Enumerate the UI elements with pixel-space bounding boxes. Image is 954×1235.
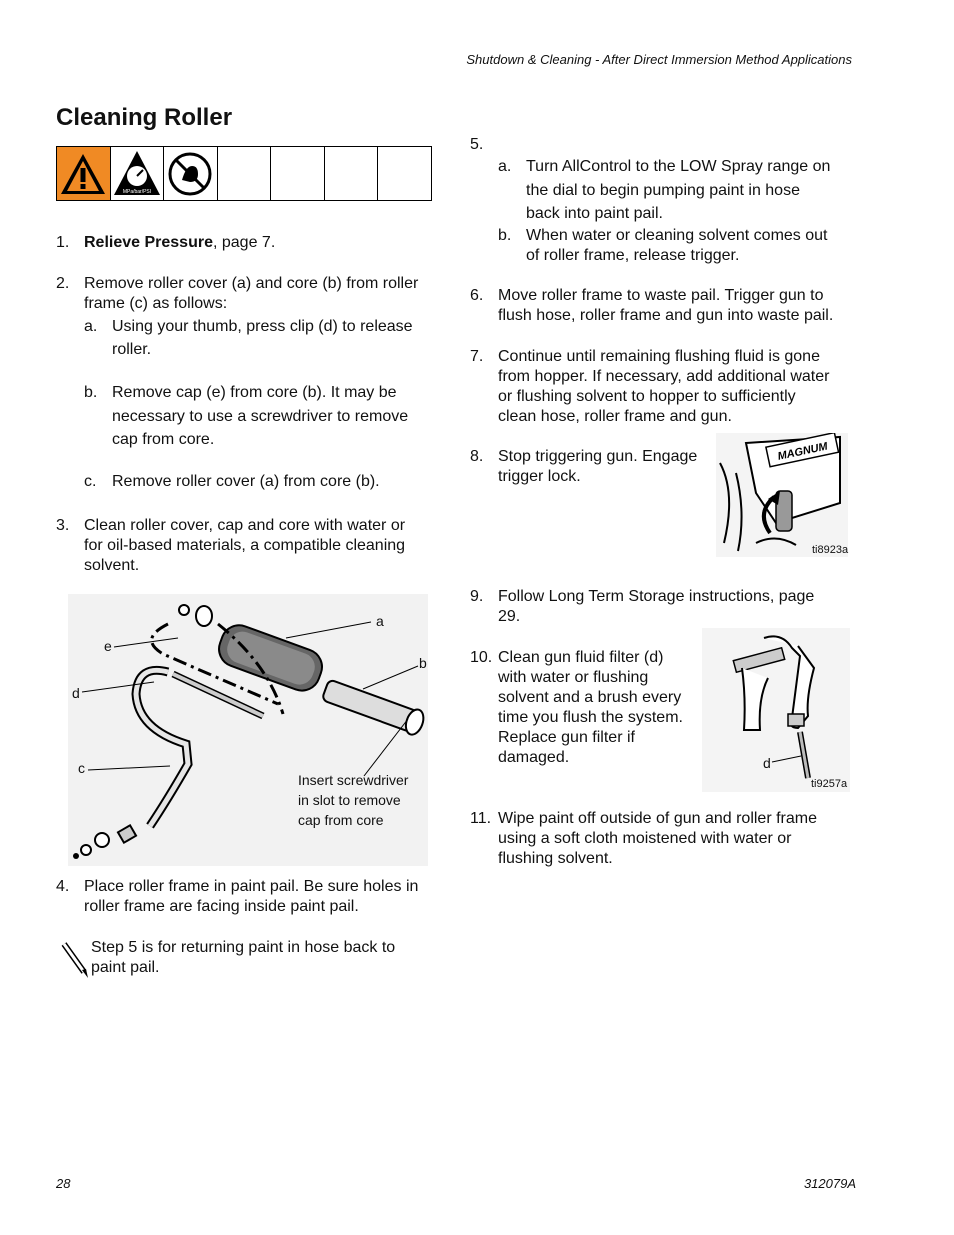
line: frame (c) as follows: bbox=[84, 295, 228, 312]
line: from hopper. If necessary, add additional water bbox=[498, 368, 830, 385]
roller-exploded-figure bbox=[68, 594, 428, 866]
line: roller. bbox=[112, 341, 152, 358]
empty-icon-cell bbox=[271, 147, 325, 200]
label-c: c bbox=[78, 760, 85, 776]
step-text bbox=[84, 516, 405, 576]
step-5a bbox=[498, 155, 858, 225]
document-number: 312079A bbox=[803, 1176, 856, 1191]
substep-letter: a. bbox=[498, 158, 512, 175]
line: flush hose, roller frame and gun into waste pail. bbox=[498, 307, 834, 324]
line: Replace gun filter if bbox=[498, 729, 635, 746]
line: using a soft cloth moistened with water or bbox=[498, 830, 792, 847]
step-number: 5. bbox=[470, 136, 484, 153]
line: 29. bbox=[498, 608, 521, 625]
warning-icon bbox=[57, 147, 111, 200]
trigger-lock-drawing bbox=[716, 433, 848, 557]
label-a: a bbox=[376, 613, 384, 629]
substep-letter: b. bbox=[84, 384, 98, 401]
step-5b bbox=[498, 226, 858, 266]
step-number: 9. bbox=[470, 588, 484, 605]
line: clean hose, roller frame and gun. bbox=[498, 408, 732, 425]
substep-text: Remove roller cover (a) from core (b). bbox=[112, 473, 380, 490]
line: Continue until remaining flushing fluid is gone bbox=[498, 348, 820, 365]
line: Clean gun fluid filter (d) bbox=[498, 649, 664, 666]
note-text bbox=[91, 938, 441, 978]
substep-text bbox=[526, 155, 830, 226]
step-text bbox=[498, 347, 829, 427]
step-text bbox=[498, 648, 683, 768]
step-5 bbox=[470, 135, 510, 155]
no-hand-icon bbox=[164, 147, 218, 200]
label-d: d bbox=[763, 755, 771, 771]
hazard-icon-bar bbox=[56, 146, 432, 201]
pressure-icon-label: MPa/bar/PSI bbox=[122, 188, 152, 195]
step-number: 1. bbox=[56, 234, 70, 251]
substep-letter: a. bbox=[84, 318, 98, 335]
step-number: 6. bbox=[470, 287, 484, 304]
pressure-gauge-icon bbox=[111, 147, 165, 200]
line: Clean roller cover, cap and core with water or bbox=[84, 517, 406, 534]
line: paint pail. bbox=[91, 959, 160, 976]
step-2 bbox=[56, 274, 446, 314]
line: cap from core. bbox=[112, 431, 215, 448]
step-2c bbox=[84, 472, 444, 492]
step-text bbox=[84, 233, 275, 253]
line: or flushing solvent to hopper to sufficiently bbox=[498, 388, 796, 405]
substep-letter: c. bbox=[84, 473, 97, 490]
label-d: d bbox=[72, 685, 80, 701]
magnum-brand: MAGNUM bbox=[776, 440, 829, 463]
line: flushing solvent. bbox=[498, 850, 613, 867]
step-text bbox=[84, 877, 418, 917]
step-6 bbox=[470, 286, 860, 326]
screwdriver-caption bbox=[298, 770, 408, 830]
running-header: Shutdown & Cleaning - After Direct Immersion Method Applications bbox=[466, 52, 852, 67]
line: Using your thumb, press clip (d) to release bbox=[112, 318, 413, 335]
empty-icon-cell bbox=[325, 147, 379, 200]
step-text bbox=[498, 447, 697, 487]
line: solvent. bbox=[84, 557, 140, 574]
line: Follow Long Term Storage instructions, page bbox=[498, 588, 815, 605]
line: Turn AllControl to the LOW Spray range on bbox=[526, 158, 831, 175]
caption-line: cap from core bbox=[298, 812, 384, 828]
line: the dial to begin pumping paint in hose bbox=[526, 181, 800, 199]
trigger-lock-figure bbox=[716, 433, 848, 557]
step-number: 8. bbox=[470, 448, 484, 465]
gun-filter-figure bbox=[702, 628, 850, 792]
step-text bbox=[498, 587, 814, 627]
line: roller frame are facing inside paint pail. bbox=[84, 898, 359, 915]
gun-filter-drawing bbox=[702, 628, 850, 792]
caption-line: Insert screwdriver bbox=[298, 772, 409, 788]
line: Wipe paint off outside of gun and roller frame bbox=[498, 810, 817, 827]
line: Step 5 is for returning paint in hose back to bbox=[91, 939, 396, 956]
step-11 bbox=[470, 809, 860, 869]
line: for oil-based materials, a compatible cleaning bbox=[84, 537, 406, 554]
line: time you flush the system. bbox=[498, 709, 683, 726]
substep-text bbox=[526, 226, 827, 266]
line: back into paint pail. bbox=[526, 205, 663, 222]
step-number: 11. bbox=[470, 810, 492, 827]
step-number: 7. bbox=[470, 348, 484, 365]
line: Remove roller cover (a) and core (b) from roller bbox=[84, 275, 419, 292]
substep-letter: b. bbox=[498, 227, 512, 244]
line: Remove cap (e) from core (b). It may be bbox=[112, 384, 397, 401]
line: solvent and a brush every bbox=[498, 689, 682, 706]
step-text bbox=[498, 809, 817, 869]
step-8 bbox=[470, 447, 720, 487]
page-number: 28 bbox=[56, 1176, 71, 1191]
line: trigger lock. bbox=[498, 468, 581, 485]
line: of roller frame, release trigger. bbox=[526, 247, 740, 264]
step-bold: Relieve Pressure bbox=[84, 234, 213, 251]
step-3 bbox=[56, 516, 446, 576]
empty-icon-cell bbox=[218, 147, 272, 200]
caption-line: in slot to remove bbox=[298, 792, 401, 808]
step-number: 2. bbox=[56, 275, 70, 292]
label-e: e bbox=[104, 638, 112, 654]
line: Place roller frame in paint pail. Be sure holes in bbox=[84, 878, 419, 895]
line: damaged. bbox=[498, 749, 570, 766]
step-7 bbox=[470, 347, 860, 427]
line: Stop triggering gun. Engage bbox=[498, 448, 698, 465]
step-4 bbox=[56, 877, 446, 917]
substep-text bbox=[112, 315, 413, 361]
step-10 bbox=[470, 648, 710, 770]
empty-icon-cell bbox=[378, 147, 431, 200]
figure-id: ti8923a bbox=[812, 544, 849, 556]
line: When water or cleaning solvent comes out bbox=[526, 227, 828, 244]
line: with water or flushing bbox=[498, 669, 649, 686]
step-rest: , page 7. bbox=[212, 234, 276, 251]
line: Move roller frame to waste pail. Trigger gun to bbox=[498, 287, 824, 304]
step-2b bbox=[84, 381, 444, 451]
step-9 bbox=[470, 587, 860, 627]
label-b: b bbox=[419, 655, 427, 671]
step-text bbox=[84, 274, 418, 314]
step-2a bbox=[84, 315, 444, 363]
page-title: Cleaning Roller bbox=[56, 104, 233, 131]
line: necessary to use a screwdriver to remove bbox=[112, 407, 409, 425]
step-text bbox=[498, 286, 833, 326]
step-1 bbox=[56, 233, 446, 253]
substep-text bbox=[112, 381, 408, 452]
pencil-note-icon bbox=[60, 940, 90, 980]
figure-id: ti9257a bbox=[811, 778, 848, 790]
step-number: 10. bbox=[470, 649, 493, 666]
step-number: 3. bbox=[56, 517, 70, 534]
step-number: 4. bbox=[56, 878, 70, 895]
